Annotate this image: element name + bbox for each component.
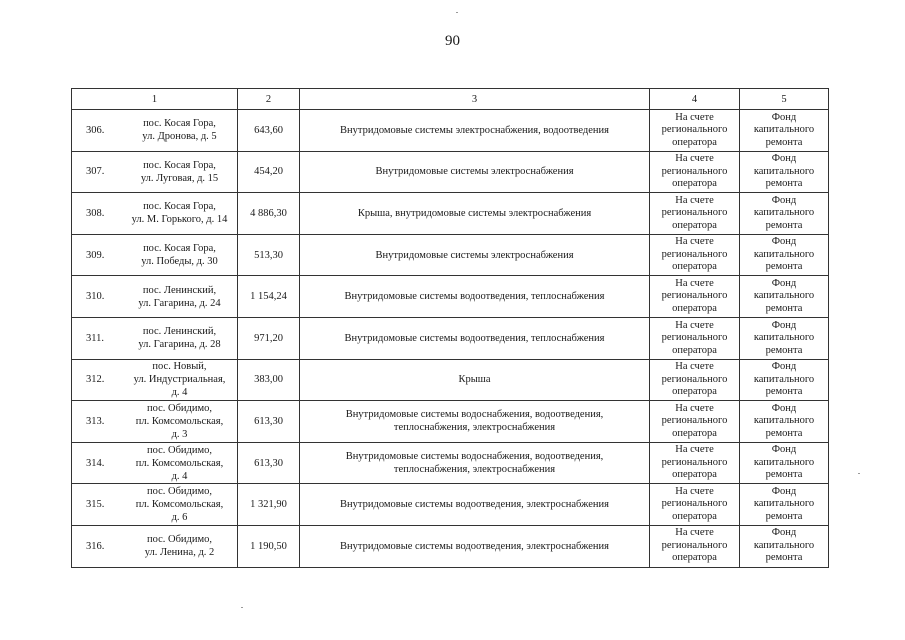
account-cell: [650, 234, 740, 276]
row-number: 313.: [86, 415, 105, 427]
account-line: На счете: [675, 236, 714, 248]
area-cell: 1 154,24: [238, 276, 300, 318]
fund-cell: [740, 151, 829, 193]
area-cell: 513,30: [238, 234, 300, 276]
works-line: Крыша: [458, 374, 491, 386]
fund-line: ремонта: [765, 552, 803, 564]
fund-cell: [740, 442, 829, 484]
works-line: Внутридомовые системы электроснабжения, водоотведения: [340, 124, 609, 136]
address-line: ул. Гагарина, д. 28: [138, 339, 221, 351]
address-line: пос. Ленинский,: [142, 326, 217, 338]
address-line: пос. Обидимо,: [146, 486, 213, 498]
works-line: Внутридомовые системы водоотведения, электроснабжения: [340, 499, 609, 511]
works-line: Внутридомовые системы водоснабжения, водоотведения,: [345, 409, 604, 421]
fund-line: капитального: [753, 290, 815, 302]
account-cell: [650, 525, 740, 567]
account-cell: [650, 110, 740, 152]
account-line: оператора: [672, 261, 717, 273]
address-cell: [72, 442, 238, 484]
column-header-2: 2: [238, 89, 300, 110]
address-line: пос. Ленинский,: [142, 284, 217, 296]
account-line: оператора: [672, 302, 717, 314]
address-line: пос. Обидимо,: [146, 402, 213, 414]
fund-line: Фонд: [771, 485, 797, 497]
account-line: оператора: [672, 219, 717, 231]
area-cell: 643,60: [238, 110, 300, 152]
account-line: На счете: [675, 111, 714, 123]
works-cell: [300, 442, 650, 484]
fund-cell: [740, 484, 829, 526]
row-number: 311.: [86, 332, 104, 344]
table-row: [72, 525, 829, 567]
fund-line: ремонта: [765, 136, 803, 148]
address-line: д. 3: [171, 428, 188, 440]
fund-line: капитального: [753, 332, 815, 344]
works-line: теплоснабжения, электроснабжения: [393, 464, 556, 476]
row-number: 307.: [86, 166, 105, 178]
account-line: регионального: [661, 415, 728, 427]
address-line: д. 6: [171, 512, 188, 524]
works-cell: [300, 234, 650, 276]
address-cell: [72, 276, 238, 318]
account-line: регионального: [661, 165, 728, 177]
address-cell: [72, 110, 238, 152]
works-cell: [300, 276, 650, 318]
account-cell: [650, 317, 740, 359]
account-cell: [650, 442, 740, 484]
address-line: ул. М. Горького, д. 14: [131, 214, 228, 226]
address-cell: [72, 234, 238, 276]
scan-speck: [858, 473, 860, 474]
works-cell: [300, 317, 650, 359]
area-cell: 454,20: [238, 151, 300, 193]
fund-line: Фонд: [771, 277, 797, 289]
area-cell: 1 321,90: [238, 484, 300, 526]
table-row: [72, 442, 829, 484]
table-row: [72, 234, 829, 276]
account-cell: [650, 151, 740, 193]
row-number: 315.: [86, 499, 105, 511]
address-line: пос. Обидимо,: [146, 444, 213, 456]
address-cell: [72, 484, 238, 526]
account-line: На счете: [675, 194, 714, 206]
address-line: ул. Победы, д. 30: [141, 256, 218, 268]
account-line: оператора: [672, 510, 717, 522]
address-cell: [72, 151, 238, 193]
fund-cell: [740, 525, 829, 567]
fund-line: Фонд: [771, 111, 797, 123]
area-cell: 613,30: [238, 401, 300, 443]
table-body: [72, 110, 829, 568]
row-number: 310.: [86, 291, 105, 303]
address-line: пос. Косая Гора,: [143, 201, 216, 213]
fund-cell: [740, 317, 829, 359]
fund-line: Фонд: [771, 402, 797, 414]
works-cell: [300, 193, 650, 235]
fund-cell: [740, 359, 829, 401]
fund-line: капитального: [753, 498, 815, 510]
area-cell: 613,30: [238, 442, 300, 484]
fund-cell: [740, 193, 829, 235]
fund-line: капитального: [753, 456, 815, 468]
account-cell: [650, 484, 740, 526]
fund-line: капитального: [753, 207, 815, 219]
account-line: На счете: [675, 319, 714, 331]
fund-line: Фонд: [771, 527, 797, 539]
fund-cell: [740, 110, 829, 152]
account-line: На счете: [675, 361, 714, 373]
fund-line: капитального: [753, 165, 815, 177]
address-line: пос. Косая Гора,: [143, 243, 216, 255]
row-number: 314.: [86, 457, 105, 469]
account-line: регионального: [661, 332, 728, 344]
row-number: 306.: [86, 124, 105, 136]
address-line: ул. Гагарина, д. 24: [138, 297, 221, 309]
fund-line: Фонд: [771, 153, 797, 165]
area-cell: 971,20: [238, 317, 300, 359]
address-line: пл. Комсомольская,: [135, 499, 224, 511]
column-header-5: 5: [740, 89, 829, 110]
table-row: [72, 317, 829, 359]
works-line: Внутридомовые системы электроснабжения: [375, 249, 574, 261]
works-cell: [300, 151, 650, 193]
account-line: оператора: [672, 178, 717, 190]
fund-line: капитального: [753, 415, 815, 427]
address-line: пл. Комсомольская,: [135, 457, 224, 469]
works-line: Внутридомовые системы водоотведения, теплоснабжения: [344, 332, 605, 344]
table-row: [72, 151, 829, 193]
account-cell: [650, 193, 740, 235]
address-cell: [72, 525, 238, 567]
fund-line: капитального: [753, 539, 815, 551]
fund-line: ремонта: [765, 344, 803, 356]
table-row: [72, 193, 829, 235]
account-line: На счете: [675, 153, 714, 165]
account-line: оператора: [672, 552, 717, 564]
fund-line: ремонта: [765, 178, 803, 190]
area-cell: 383,00: [238, 359, 300, 401]
account-line: регионального: [661, 373, 728, 385]
address-line: пл. Комсомольская,: [135, 415, 224, 427]
address-cell: [72, 193, 238, 235]
fund-line: ремонта: [765, 386, 803, 398]
row-number: 316.: [86, 540, 105, 552]
works-line: Внутридомовые системы электроснабжения: [375, 166, 574, 178]
column-header-1: 1: [72, 89, 238, 110]
account-line: регионального: [661, 539, 728, 551]
area-cell: 4 886,30: [238, 193, 300, 235]
fund-line: капитального: [753, 248, 815, 260]
fund-line: ремонта: [765, 469, 803, 481]
fund-line: Фонд: [771, 236, 797, 248]
fund-line: ремонта: [765, 427, 803, 439]
column-header-3: 3: [300, 89, 650, 110]
table-row: [72, 359, 829, 401]
account-line: регионального: [661, 456, 728, 468]
account-cell: [650, 359, 740, 401]
fund-line: ремонта: [765, 510, 803, 522]
account-line: оператора: [672, 469, 717, 481]
column-header-4: 4: [650, 89, 740, 110]
row-number: 312.: [86, 374, 105, 386]
address-line: д. 4: [171, 387, 188, 399]
account-line: На счете: [675, 402, 714, 414]
fund-line: Фонд: [771, 444, 797, 456]
fund-line: Фонд: [771, 319, 797, 331]
scan-speck: [456, 12, 458, 13]
fund-line: Фонд: [771, 361, 797, 373]
address-line: ул. Ленина, д. 2: [144, 547, 215, 559]
fund-cell: [740, 276, 829, 318]
works-cell: [300, 484, 650, 526]
fund-line: капитального: [753, 124, 815, 136]
account-line: На счете: [675, 485, 714, 497]
works-cell: [300, 525, 650, 567]
account-cell: [650, 276, 740, 318]
table-row: [72, 484, 829, 526]
area-cell: 1 190,50: [238, 525, 300, 567]
fund-line: Фонд: [771, 194, 797, 206]
account-line: регионального: [661, 207, 728, 219]
account-line: регионального: [661, 290, 728, 302]
address-line: ул. Луговая, д. 15: [140, 172, 219, 184]
account-line: На счете: [675, 277, 714, 289]
account-cell: [650, 401, 740, 443]
housing-repair-table: [71, 88, 829, 568]
fund-cell: [740, 401, 829, 443]
account-line: регионального: [661, 124, 728, 136]
works-line: Внутридомовые системы водоснабжения, водоотведения,: [345, 451, 604, 463]
table-row: [72, 110, 829, 152]
scan-speck: [241, 607, 243, 608]
account-line: оператора: [672, 427, 717, 439]
account-line: оператора: [672, 386, 717, 398]
account-line: оператора: [672, 136, 717, 148]
account-line: оператора: [672, 344, 717, 356]
works-cell: [300, 401, 650, 443]
address-cell: [72, 359, 238, 401]
table-row: [72, 401, 829, 443]
fund-line: ремонта: [765, 261, 803, 273]
works-line: Крыша, внутридомовые системы электроснабжения: [357, 207, 592, 219]
address-cell: [72, 317, 238, 359]
account-line: На счете: [675, 444, 714, 456]
row-number: 308.: [86, 207, 105, 219]
address-line: ул. Дронова, д. 5: [142, 131, 217, 143]
address-line: пос. Косая Гора,: [143, 159, 216, 171]
works-line: теплоснабжения, электроснабжения: [393, 422, 556, 434]
fund-line: ремонта: [765, 219, 803, 231]
address-line: пос. Новый,: [152, 361, 207, 373]
account-line: регионального: [661, 248, 728, 260]
table-row: [72, 276, 829, 318]
fund-line: ремонта: [765, 302, 803, 314]
address-cell: [72, 401, 238, 443]
address-line: пос. Косая Гора,: [143, 118, 216, 130]
header-row: [72, 89, 829, 110]
address-line: д. 4: [171, 470, 188, 482]
account-line: На счете: [675, 527, 714, 539]
page-number: 90: [445, 33, 460, 49]
works-line: Внутридомовые системы водоотведения, теплоснабжения: [344, 291, 605, 303]
fund-line: капитального: [753, 373, 815, 385]
account-line: регионального: [661, 498, 728, 510]
row-number: 309.: [86, 249, 105, 261]
address-line: пос. Обидимо,: [146, 534, 213, 546]
address-line: ул. Индустриальная,: [133, 374, 226, 386]
works-cell: [300, 110, 650, 152]
works-cell: [300, 359, 650, 401]
works-line: Внутридомовые системы водоотведения, электроснабжения: [340, 540, 609, 552]
fund-cell: [740, 234, 829, 276]
